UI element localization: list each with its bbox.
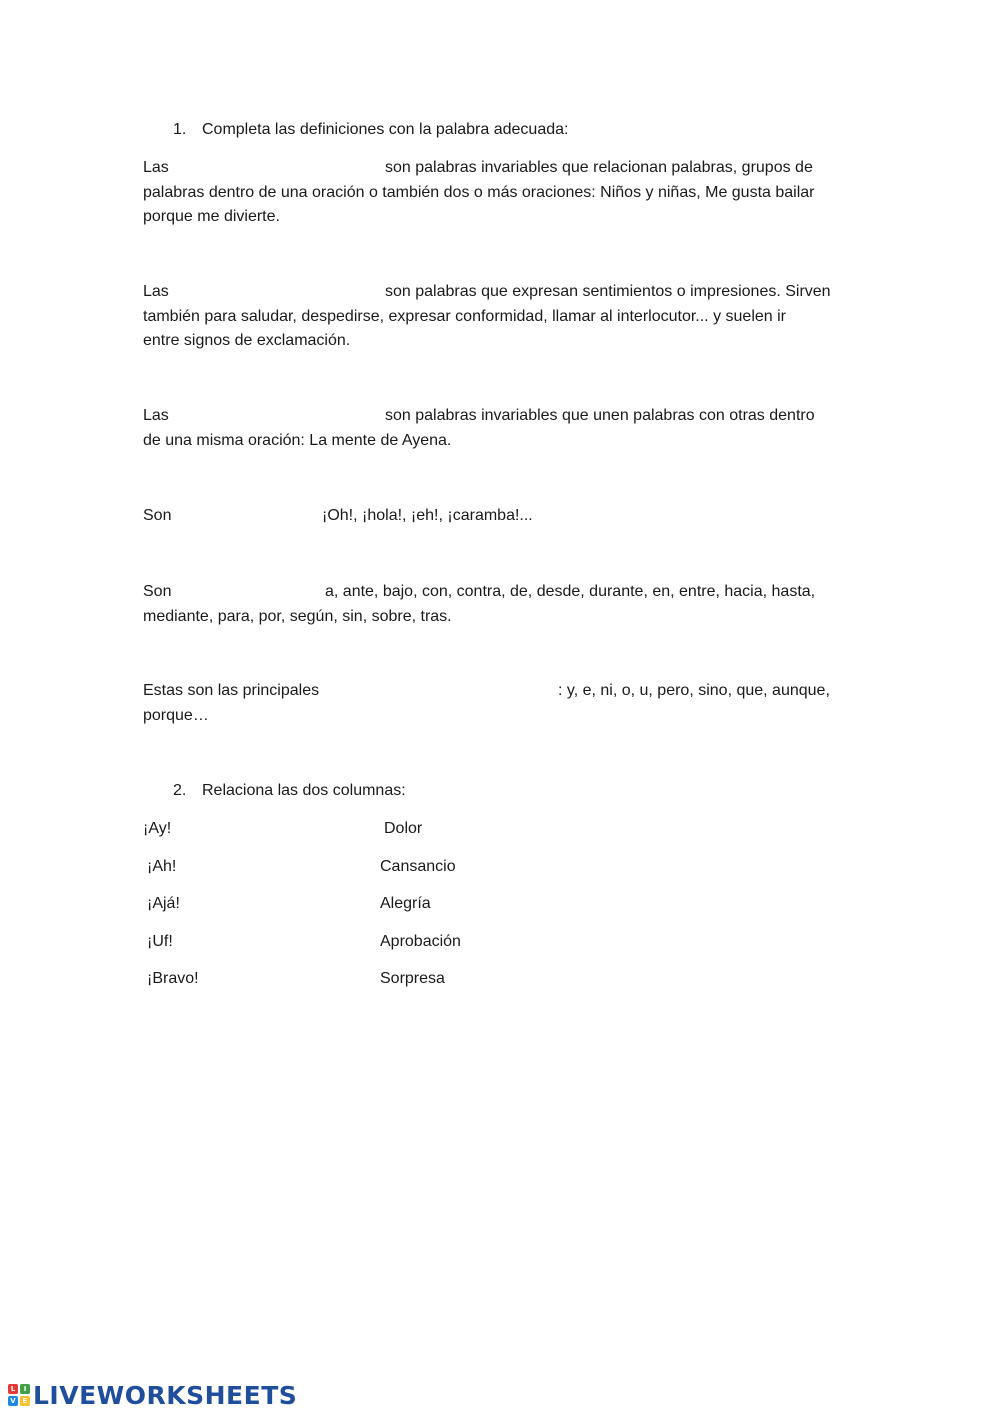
definition-lead: Las <box>143 159 169 176</box>
logo-cube: E <box>20 1396 30 1406</box>
definition-lead: Estas son las principales <box>143 682 320 699</box>
liveworksheets-logo <box>8 1380 297 1410</box>
match-left-item[interactable]: ¡Bravo! <box>147 970 199 987</box>
definition-text: ¡Oh!, ¡hola!, ¡eh!, ¡caramba!... <box>322 507 533 524</box>
definition-item-6 <box>143 679 858 728</box>
definition-text: de una misma oración: La mente de Ayena. <box>143 431 452 449</box>
match-left-item[interactable]: ¡Ah! <box>147 858 177 875</box>
match-left-item[interactable]: ¡Ay! <box>143 820 172 837</box>
exercise-2-number: 2. <box>173 782 187 799</box>
blank-field-1[interactable] <box>330 156 380 176</box>
exercise-1-heading: Completa las definiciones con la palabra adecuada: <box>202 121 569 138</box>
exercise-1-number: 1. <box>173 121 187 138</box>
definition-text: : y, e, ni, o, u, pero, sino, que, aunque, <box>558 682 830 699</box>
definition-text: entre signos de exclamación. <box>143 332 351 349</box>
definition-text: mediante, para, por, según, sin, sobre, tras. <box>143 607 452 625</box>
definition-lead: Las <box>143 407 169 424</box>
blank-field-2[interactable] <box>330 280 380 300</box>
logo-cube: V <box>8 1396 18 1406</box>
definition-lead: Son <box>143 507 172 524</box>
definition-text: a, ante, bajo, con, contra, de, desde, durante, en, entre, hacia, hasta, <box>325 583 816 600</box>
definition-text: son palabras que expresan sentimientos o impresiones. Sirven <box>385 283 831 300</box>
logo-cube: I <box>20 1384 30 1394</box>
match-right-item[interactable]: Cansancio <box>380 858 456 875</box>
definition-text: porque me divierte. <box>143 208 280 225</box>
logo-text: LIVEWORKSHEETS <box>33 1380 298 1410</box>
blank-field-5[interactable] <box>183 580 313 600</box>
definition-text: palabras dentro de una oración o también dos o más oraciones: Niños y niñas, Me gusta bailar <box>143 183 815 201</box>
blank-field-4[interactable] <box>183 504 303 524</box>
match-right-item[interactable]: Aprobación <box>380 933 461 950</box>
definition-item-2 <box>143 280 858 354</box>
match-left-item[interactable]: ¡Ajá! <box>147 895 180 912</box>
blank-field-3[interactable] <box>330 404 380 424</box>
match-right-item[interactable]: Alegría <box>380 895 431 912</box>
definition-item-3 <box>143 404 858 453</box>
exercise-2-heading: Relaciona las dos columnas: <box>202 782 406 799</box>
match-right-item[interactable]: Dolor <box>384 820 423 837</box>
definition-item-1 <box>143 156 858 230</box>
definition-item-5 <box>143 580 858 629</box>
definition-text: son palabras invariables que unen palabras con otras dentro <box>385 407 815 424</box>
definition-item-4 <box>143 504 858 529</box>
blank-field-6[interactable] <box>333 679 553 699</box>
definition-text: son palabras invariables que relacionan palabras, grupos de <box>385 159 813 176</box>
definition-lead: Son <box>143 583 172 600</box>
definition-text: también para saludar, despedirse, expresar conformidad, llamar al interlocutor... y suelen ir <box>143 307 786 325</box>
logo-cube: L <box>8 1384 18 1394</box>
match-left-item[interactable]: ¡Uf! <box>147 933 173 950</box>
definition-text: porque… <box>143 706 209 724</box>
definition-lead: Las <box>143 283 169 300</box>
match-right-item[interactable]: Sorpresa <box>380 970 445 987</box>
logo-cubes-icon <box>8 1384 30 1406</box>
